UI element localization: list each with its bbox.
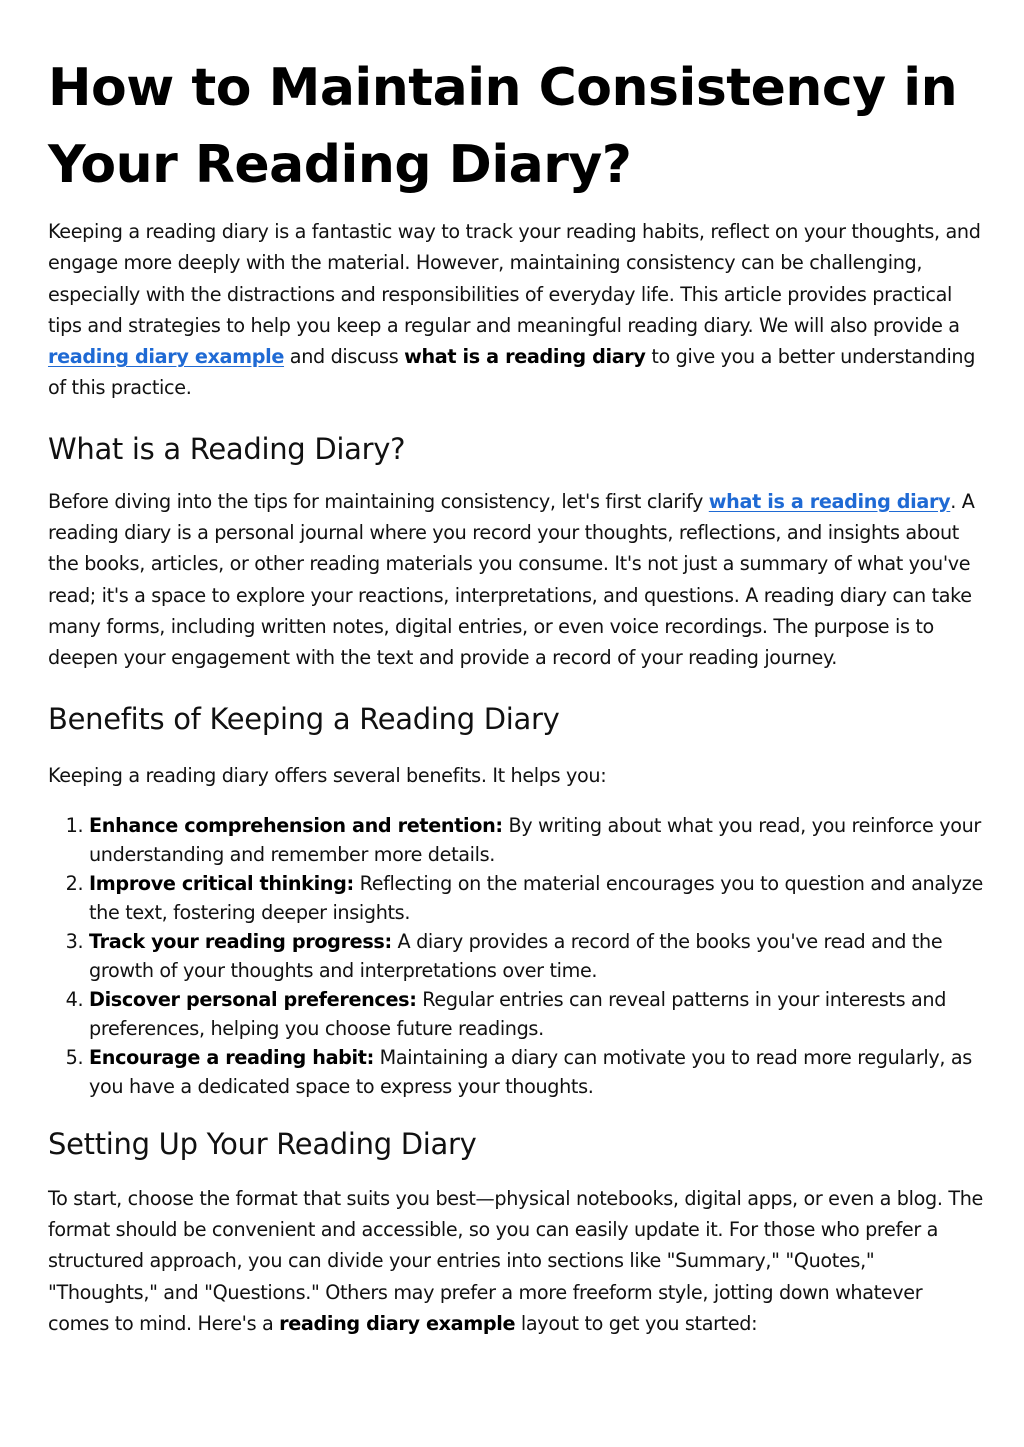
- list-item-text: Reflecting on the material encourages you to question and analyze the text, fostering deeper insights.: [89, 871, 983, 924]
- list-item-title: Discover personal preferences:: [89, 987, 417, 1011]
- list-item-title: Encourage a reading habit:: [89, 1045, 374, 1069]
- intro-paragraph: [48, 216, 983, 404]
- list-item: [89, 869, 983, 927]
- list-item-text: A diary provides a record of the books you've read and the growth of your thoughts and interpretations over time.: [89, 929, 943, 982]
- setup-text-1: To start, choose the format that suits you best—physical notebooks, digital apps, or even a blog. The format should be convenient and accessible, so you can easily update it. For those who prefer a structured approach, you can divide your entries into sections like "Summary," "Quotes," "Thoughts," and "Questions." Others may prefer a more freeform style, jotting down whatever comes to mind. Here's a: [48, 1186, 983, 1336]
- intro-text-1: Keeping a reading diary is a fantastic way to track your reading habits, reflect on your thoughts, and engage more deeply with the material. However, maintaining consistency can be challenging, especially with the distractions and responsibilities of everyday life. This article provides practical tips and strategies to help you keep a regular and meaningful reading diary. We will also provide a: [48, 220, 981, 337]
- setup-bold-term: reading diary example: [279, 1312, 516, 1336]
- list-item-text: By writing about what you read, you reinforce your understanding and remember more details.: [89, 813, 981, 866]
- benefits-list: [48, 811, 983, 1101]
- section-heading-what-is: What is a Reading Diary?: [48, 431, 406, 466]
- list-item-text: Regular entries can reveal patterns in your interests and preferences, helping you choose future readings.: [89, 987, 947, 1040]
- list-item-title: Improve critical thinking:: [89, 871, 354, 895]
- page-title: How to Maintain Consistency in Your Reading Diary?: [48, 58, 958, 195]
- list-item-text: Maintaining a diary can motivate you to read more regularly, as you have a dedicated space to express your thoughts.: [89, 1045, 972, 1098]
- list-item-title: Enhance comprehension and retention:: [89, 813, 503, 837]
- intro-text-3: to give you a better understanding of this practice.: [48, 345, 976, 400]
- benefits-lead: Keeping a reading diary offers several benefits. It helps you:: [48, 763, 607, 787]
- list-item: [89, 1043, 983, 1101]
- list-item: [89, 927, 983, 985]
- what-text-2: . A reading diary is a personal journal where you record your thoughts, reflections, and insights about the books, articles, or other reading materials you consume. It's not just a summary of what you've read; it's a space to explore your reactions, interpretations, and questions. A reading diary can take many forms, including written notes, digital entries, or even voice recordings. The purpose is to deepen your engagement with the text and provide a record of your reading journey.: [48, 489, 975, 670]
- article: [48, 50, 983, 1339]
- what-text-1: Before diving into the tips for maintaining consistency, let's first clarify: [48, 489, 709, 513]
- intro-bold-term: what is a reading diary: [404, 345, 646, 369]
- section-heading-setup: Setting Up Your Reading Diary: [48, 1126, 477, 1161]
- list-item: [89, 811, 983, 869]
- list-item-title: Track your reading progress:: [89, 929, 392, 953]
- intro-text-2: and discuss: [284, 345, 405, 369]
- reading-diary-example-link[interactable]: reading diary example: [48, 345, 285, 369]
- setup-text-2: layout to get you started:: [515, 1312, 758, 1336]
- setup-paragraph: [48, 1183, 983, 1339]
- what-is-paragraph: [48, 486, 983, 674]
- what-is-reading-diary-link[interactable]: what is a reading diary: [708, 489, 951, 513]
- section-heading-benefits: Benefits of Keeping a Reading Diary: [48, 701, 560, 736]
- list-item: [89, 985, 983, 1043]
